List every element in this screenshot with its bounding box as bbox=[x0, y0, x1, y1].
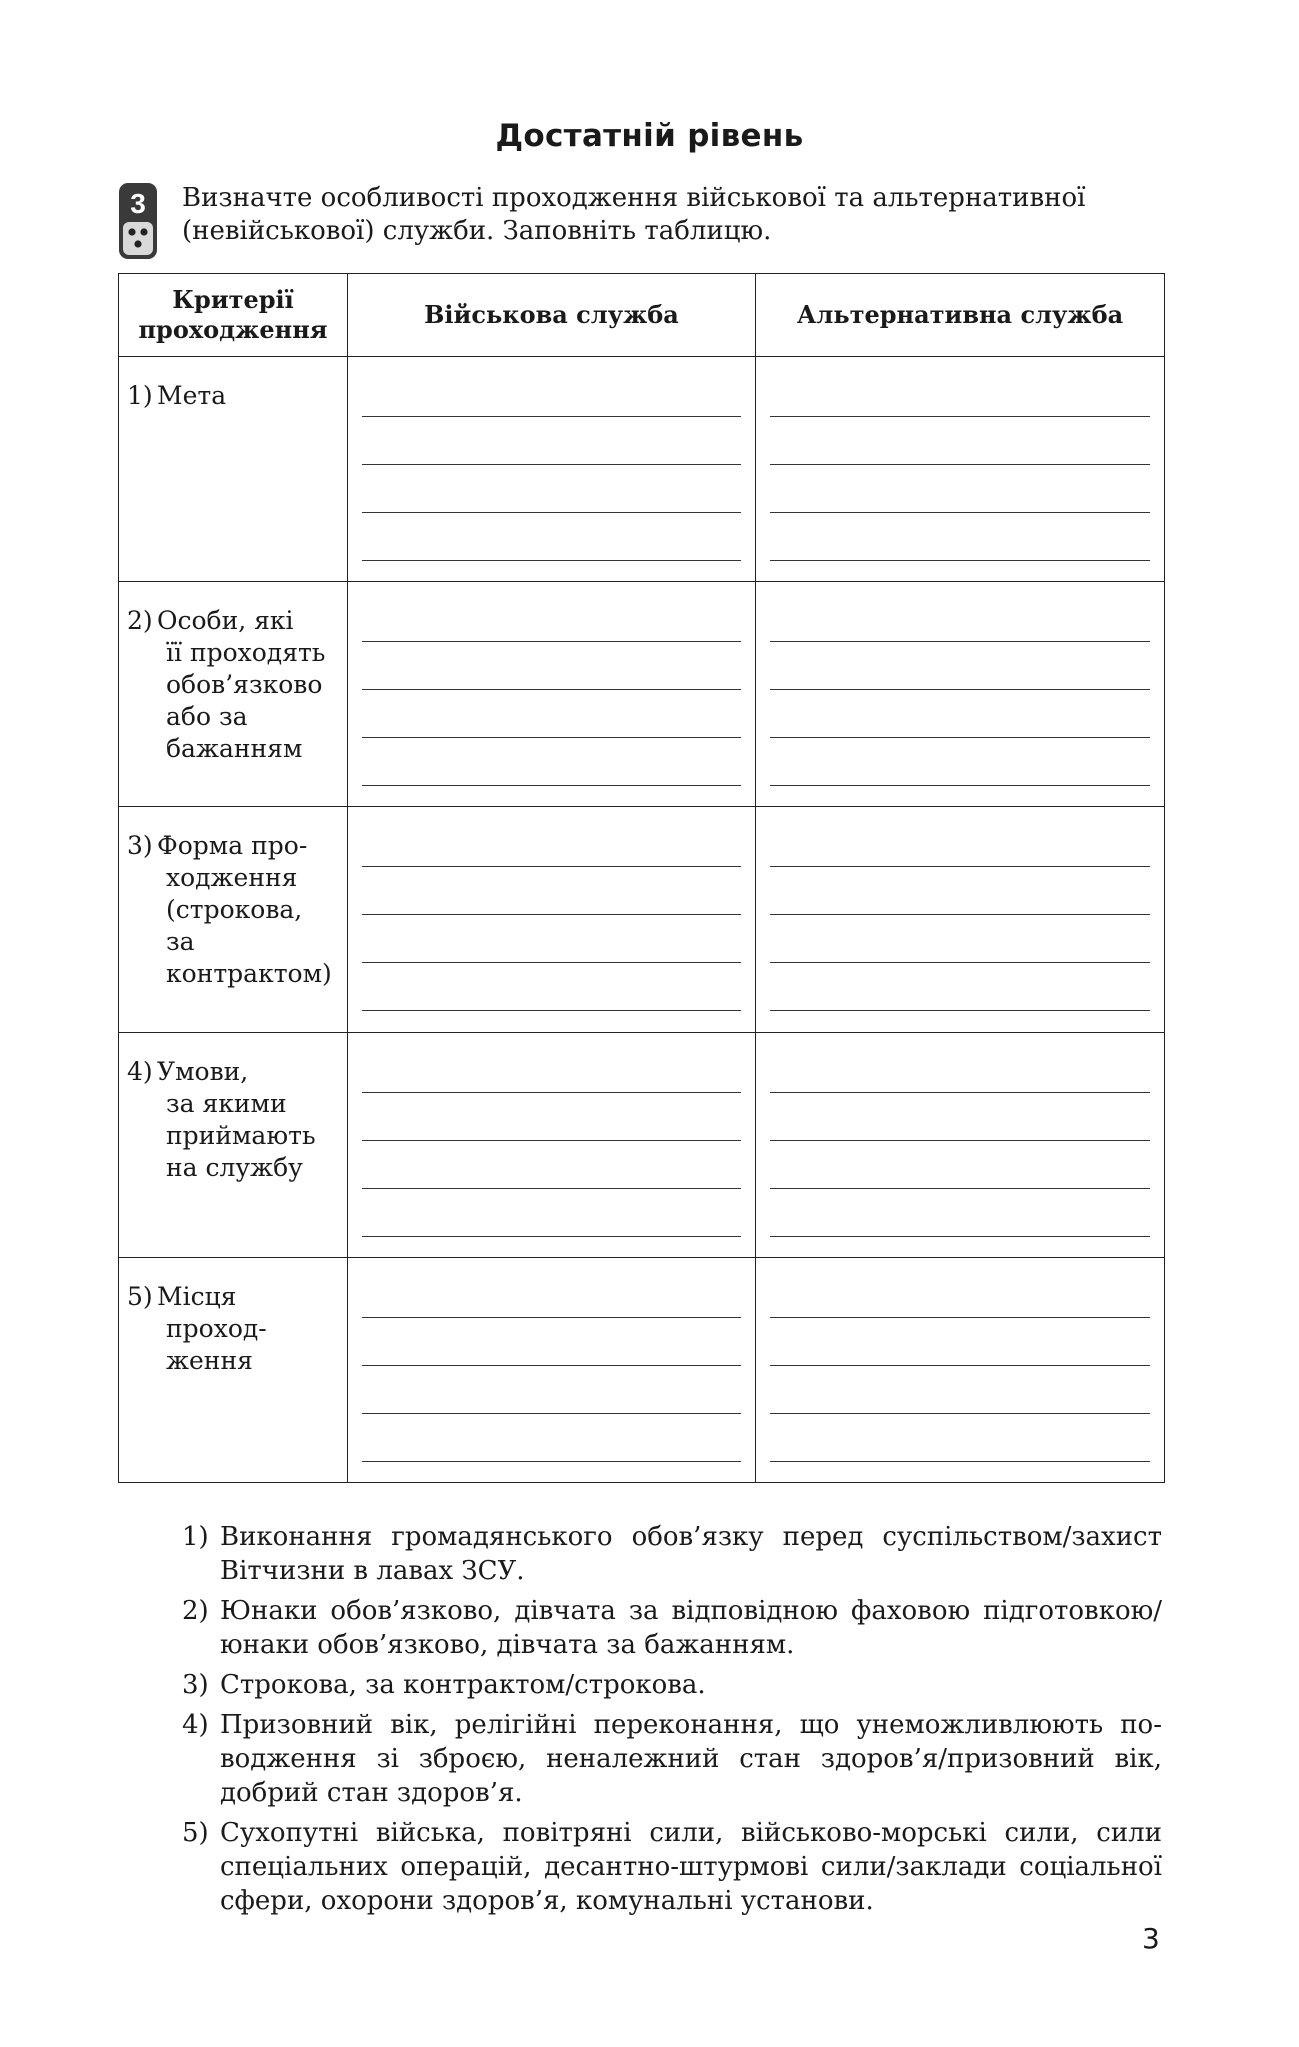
answer-line[interactable] bbox=[362, 829, 741, 867]
answer-line[interactable] bbox=[362, 1280, 741, 1318]
criterion-number: 2) bbox=[127, 606, 153, 636]
answer-line[interactable] bbox=[362, 1093, 741, 1141]
answer-item bbox=[182, 1520, 1162, 1588]
answer-line[interactable] bbox=[362, 1141, 741, 1189]
answer-text: Строкова, за контрактом/строкова. bbox=[220, 1670, 706, 1700]
answer-line[interactable] bbox=[770, 513, 1150, 561]
table-row bbox=[119, 1257, 1165, 1482]
answer-line[interactable] bbox=[770, 738, 1150, 786]
answer-line[interactable] bbox=[362, 417, 741, 465]
answer-list bbox=[182, 1520, 1162, 1924]
alternative-answer-cell[interactable] bbox=[756, 807, 1165, 1032]
criterion-number: 5) bbox=[127, 1281, 153, 1311]
difficulty-dot bbox=[134, 240, 141, 247]
answer-line[interactable] bbox=[770, 690, 1150, 738]
answer-line[interactable] bbox=[770, 1318, 1150, 1366]
answer-line[interactable] bbox=[770, 1055, 1150, 1093]
answer-line[interactable] bbox=[770, 1280, 1150, 1318]
answer-line[interactable] bbox=[770, 1366, 1150, 1414]
criterion-label-cont: її проходять обов’язково або за бажанням bbox=[166, 638, 326, 764]
answer-number: 1) bbox=[182, 1522, 209, 1552]
answer-line[interactable] bbox=[770, 1093, 1150, 1141]
criterion-label: Особи, які bbox=[157, 606, 294, 636]
answer-text: Виконання громадянського обов’язку перед суспільством/захист Вітчизни в лавах ЗСУ. bbox=[220, 1522, 1162, 1586]
answer-line[interactable] bbox=[362, 513, 741, 561]
answer-line[interactable] bbox=[770, 604, 1150, 642]
answer-line[interactable] bbox=[770, 1414, 1150, 1462]
table-row bbox=[119, 357, 1165, 582]
answer-line[interactable] bbox=[362, 1189, 741, 1237]
criterion-cell bbox=[119, 1032, 348, 1257]
criterion-label: Місця bbox=[157, 1281, 237, 1311]
answer-line[interactable] bbox=[362, 379, 741, 417]
military-answer-cell[interactable] bbox=[348, 357, 756, 582]
alternative-answer-cell[interactable] bbox=[756, 1257, 1165, 1482]
answer-line[interactable] bbox=[770, 963, 1150, 1011]
difficulty-dot bbox=[128, 228, 135, 235]
alternative-answer-cell[interactable] bbox=[756, 582, 1165, 807]
answer-line[interactable] bbox=[770, 465, 1150, 513]
military-answer-cell[interactable] bbox=[348, 1257, 756, 1482]
task-instruction: Визначте особливості проходження військової та альтернативної (невійськової) служби. Заповніть таблицю. bbox=[182, 183, 1086, 246]
answer-number: 3) bbox=[182, 1670, 209, 1700]
military-answer-cell[interactable] bbox=[348, 1032, 756, 1257]
difficulty-dot bbox=[140, 228, 147, 235]
section-heading: Достатній рівень bbox=[495, 118, 804, 154]
criterion-label: Умови, bbox=[157, 1056, 249, 1086]
answer-item bbox=[182, 1708, 1162, 1810]
answer-line[interactable] bbox=[770, 829, 1150, 867]
answer-item bbox=[182, 1594, 1162, 1662]
answer-number: 4) bbox=[182, 1710, 209, 1740]
criterion-number: 4) bbox=[127, 1056, 153, 1086]
criterion-cell bbox=[119, 807, 348, 1032]
answer-line[interactable] bbox=[770, 1189, 1150, 1237]
page-number: 3 bbox=[1142, 1922, 1160, 1955]
answer-line[interactable] bbox=[770, 379, 1150, 417]
table-row bbox=[119, 582, 1165, 807]
answer-line[interactable] bbox=[770, 1141, 1150, 1189]
answer-line[interactable] bbox=[362, 1318, 741, 1366]
header-alternative: Альтернативна служба bbox=[756, 274, 1165, 357]
table-row bbox=[119, 1032, 1165, 1257]
answer-line[interactable] bbox=[770, 867, 1150, 915]
answer-line[interactable] bbox=[362, 642, 741, 690]
criterion-label-cont: за якими приймають на службу bbox=[166, 1088, 316, 1182]
table-row bbox=[119, 807, 1165, 1032]
answer-number: 5) bbox=[182, 1818, 209, 1848]
answer-line[interactable] bbox=[362, 1366, 741, 1414]
answer-line[interactable] bbox=[362, 963, 741, 1011]
answer-line[interactable] bbox=[362, 915, 741, 963]
military-answer-cell[interactable] bbox=[348, 807, 756, 1032]
criterion-cell bbox=[119, 357, 348, 582]
criterion-cell bbox=[119, 1257, 348, 1482]
task-number-badge bbox=[118, 182, 158, 260]
answer-text: Юнаки обов’язково, дівчата за відповідною фаховою підготовкою/ юнаки обов’язково, дівчата за бажанням. bbox=[220, 1596, 1162, 1660]
worksheet-table bbox=[118, 273, 1165, 1483]
answer-line[interactable] bbox=[362, 690, 741, 738]
answer-line[interactable] bbox=[770, 915, 1150, 963]
answer-line[interactable] bbox=[362, 1414, 741, 1462]
criterion-label-cont: проход- ження bbox=[166, 1313, 267, 1375]
answer-line[interactable] bbox=[770, 642, 1150, 690]
criterion-label: Мета bbox=[157, 381, 227, 410]
header-criteria: Критерії проходження bbox=[119, 274, 348, 357]
answer-item bbox=[182, 1816, 1162, 1918]
alternative-answer-cell[interactable] bbox=[756, 357, 1165, 582]
task-number: 3 bbox=[130, 188, 146, 219]
answer-line[interactable] bbox=[770, 417, 1150, 465]
answer-text: Сухопутні війська, повітряні сили, військово-морські сили, сили спеціальних операцій, десантно-штурмові сили/заклади соціальної сфери, охорони здоров’я, комунальні установи. bbox=[220, 1818, 1162, 1916]
military-answer-cell[interactable] bbox=[348, 582, 756, 807]
answer-number: 2) bbox=[182, 1596, 209, 1626]
answer-text: Призовний вік, релігійні переконання, що унеможливлюють по- водження зі зброєю, неналежний стан здоров’я/призовний вік, добрий стан здоров’я. bbox=[220, 1710, 1162, 1808]
criterion-label-cont: ходження (строкова, за контрактом) bbox=[166, 863, 332, 989]
alternative-answer-cell[interactable] bbox=[756, 1032, 1165, 1257]
criterion-label: Форма про- bbox=[157, 831, 308, 861]
criterion-number: 3) bbox=[127, 831, 153, 861]
answer-line[interactable] bbox=[362, 1055, 741, 1093]
answer-item bbox=[182, 1668, 1162, 1702]
answer-line[interactable] bbox=[362, 867, 741, 915]
answer-line[interactable] bbox=[362, 738, 741, 786]
answer-line[interactable] bbox=[362, 465, 741, 513]
header-military: Військова служба bbox=[348, 274, 756, 357]
criterion-cell bbox=[119, 582, 348, 807]
criterion-number: 1) bbox=[127, 381, 153, 410]
answer-line[interactable] bbox=[362, 604, 741, 642]
